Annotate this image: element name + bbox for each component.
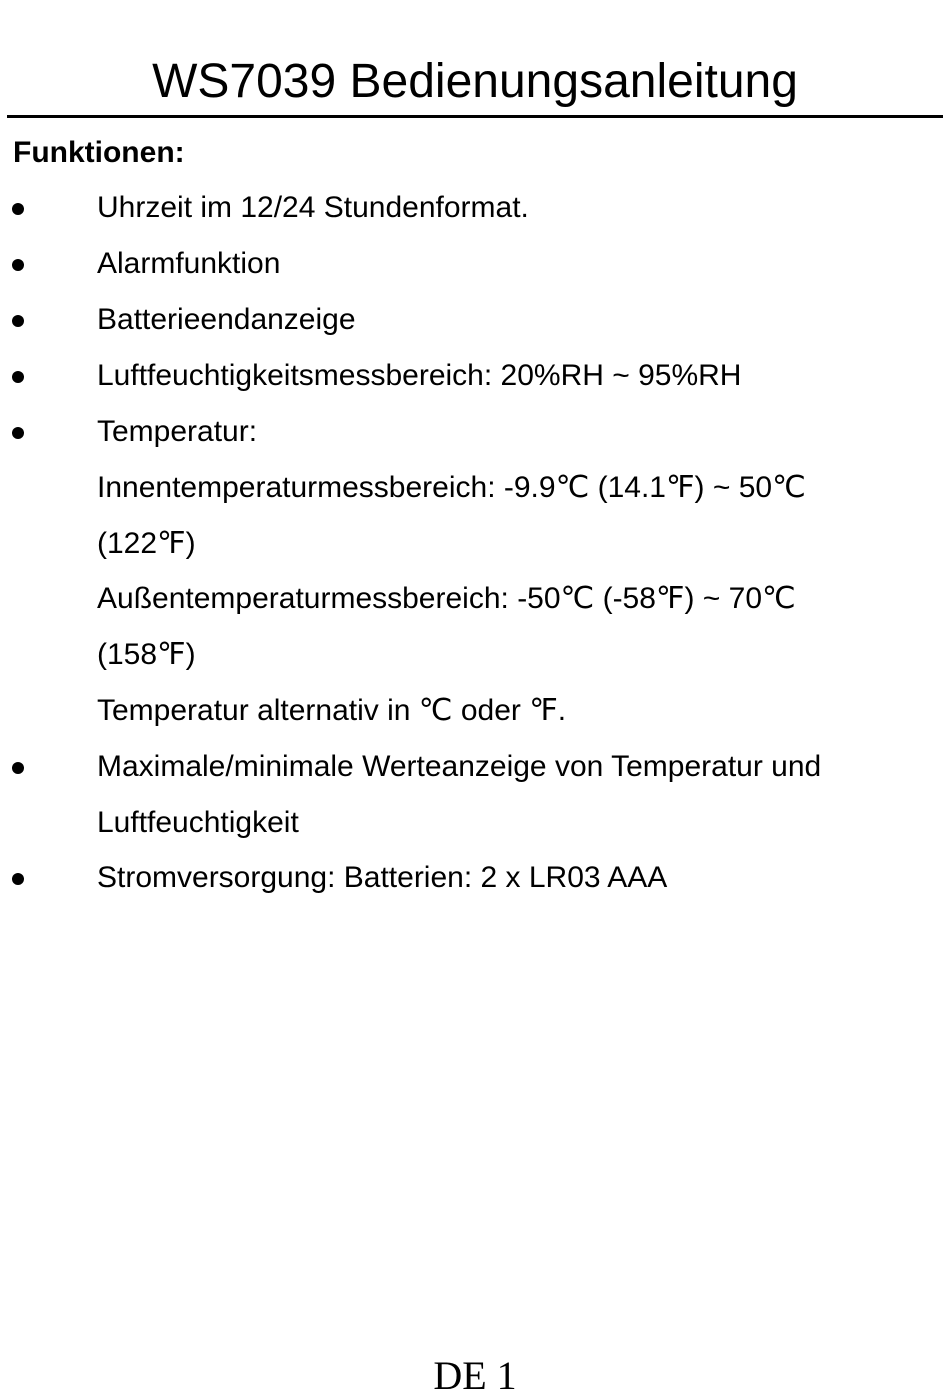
list-item-continuation: (122℉) <box>97 527 196 560</box>
list-item-continuation: Luftfeuchtigkeit <box>97 806 299 839</box>
list-item-continuation: Innentemperaturmessbereich: -9.9℃ (14.1℉) ~ 50℃ <box>97 471 806 504</box>
list-item: Luftfeuchtigkeitsmessbereich: 20%RH ~ 95%RH <box>97 359 742 392</box>
list-item-continuation: Außentemperaturmessbereich: -50℃ (-58℉) ~ 70℃ <box>97 582 796 615</box>
bullet-icon <box>12 762 24 774</box>
list-item-continuation: (158℉) <box>97 638 196 671</box>
list-item: Batterieendanzeige <box>97 303 356 336</box>
title-divider <box>7 115 943 118</box>
list-item: Alarmfunktion <box>97 247 281 280</box>
list-item: Uhrzeit im 12/24 Stundenformat. <box>97 191 529 224</box>
page-title: WS7039 Bedienungsanleitung <box>152 55 798 108</box>
page-number: DE 1 <box>433 1353 517 1398</box>
bullet-icon <box>12 873 24 885</box>
bullet-icon <box>12 203 24 215</box>
list-item: Maximale/minimale Werteanzeige von Temperatur und <box>97 750 822 783</box>
bullet-icon <box>12 259 24 271</box>
bullet-icon <box>12 371 24 383</box>
list-item: Temperatur: <box>97 415 258 448</box>
list-item: Stromversorgung: Batterien: 2 x LR03 AAA <box>97 861 668 894</box>
bullet-icon <box>12 315 24 327</box>
list-item-continuation: Temperatur alternativ in ℃ oder ℉. <box>97 694 567 727</box>
bullet-icon <box>12 427 24 439</box>
section-heading: Funktionen: <box>13 136 185 169</box>
